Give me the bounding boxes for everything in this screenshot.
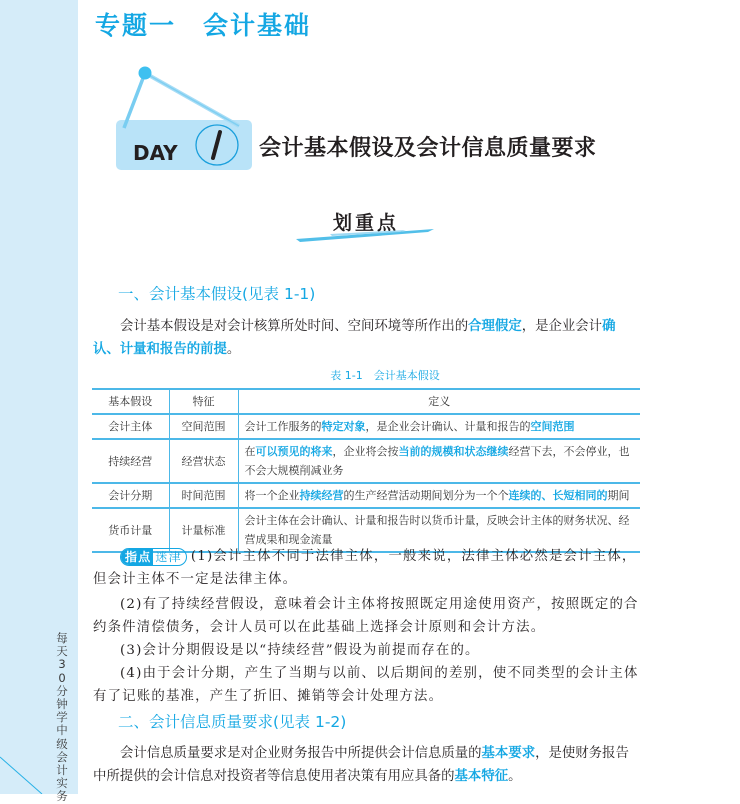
section-heading-1: 一、会计基本假设(见表 1-1) <box>118 285 316 303</box>
table-row: 会计主体 空间范围 会计工作服务的特定对象，是企业会计确认、计量和报告的空间范围 <box>92 414 640 439</box>
section-1-paragraph: 会计基本假设是对会计核算所处时间、空间环境等所作出的合理假定，是企业会计确认、计量和报告的前提。 <box>93 319 616 357</box>
highlight-text: 基本特征 <box>454 769 509 784</box>
assumptions-table <box>92 388 640 553</box>
table-header-row <box>92 389 640 414</box>
highlight-text: 基本要求 <box>481 746 536 761</box>
tips-note-1: 指点 迷津 (1)会计主体不同于法律主体，一般来说，法律主体必然是会计主体，但会计主体不一定是法律主体。 <box>93 549 637 587</box>
chapter-title: 专题一 会计基础 <box>95 11 312 40</box>
tips-note-2: (2)有了持续经营假设，意味着会计主体将按照既定用途使用资产，按照既定的合约条件清偿债务，会计人员可以在此基础上选择会计原则和会计方法。 <box>93 597 639 635</box>
lesson-title: 会计基本假设及会计信息质量要求 <box>259 135 597 161</box>
book-title-vertical: 每天30分钟学中级会计实务 <box>56 631 68 804</box>
tips-badge: 指点 迷津 <box>120 548 187 566</box>
tips-note-4: (4)由于会计分期，产生了当期与以前、以后期间的差别，使不同类型的会计主体有了记账的基准，产生了折旧、摊销等会计处理方法。 <box>93 666 639 704</box>
tips-note-3: (3)会计分期假设是以“持续经营”假设为前提而存在的。 <box>120 643 480 658</box>
table-row: 持续经营 经营状态 在可以预见的将来，企业将会按当前的规模和状态继续经营下去，不会停业，也不会大规模削减业务 <box>92 439 640 483</box>
highlight-text: 确认、计量和报告的前提 <box>93 319 616 357</box>
side-strip <box>0 0 78 804</box>
brush-underline-decoration <box>296 228 436 242</box>
hanging-sign-icon <box>112 62 262 177</box>
table-row: 会计分期 时间范围 将一个企业持续经营的生产经营活动期间划分为一个个连续的、长短相同的期间 <box>92 483 640 508</box>
day-sign <box>112 62 262 177</box>
focus-heading: 划重点 <box>333 212 400 234</box>
svg-text:DAY: DAY <box>133 141 178 165</box>
highlight-text: 合理假定 <box>468 319 522 334</box>
section-2-paragraph: 会计信息质量要求是对企业财务报告中所提供会计信息质量的基本要求，是使财务报告中所提供的会计信息对投资者等信息使用者决策有用应具备的基本特征。 <box>93 746 629 784</box>
column-header: 基本假设 <box>92 389 169 414</box>
section-heading-2: 二、会计信息质量要求(见表 1-2) <box>118 713 347 731</box>
table-row: 货币计量 计量标准 会计主体在会计确认、计量和报告时以货币计量，反映会计主体的财务状况、经营成果和现金流量 <box>92 508 640 552</box>
column-header: 特征 <box>169 389 238 414</box>
table-caption: 表 1-1 会计基本假设 <box>330 369 440 382</box>
column-header: 定义 <box>238 389 640 414</box>
